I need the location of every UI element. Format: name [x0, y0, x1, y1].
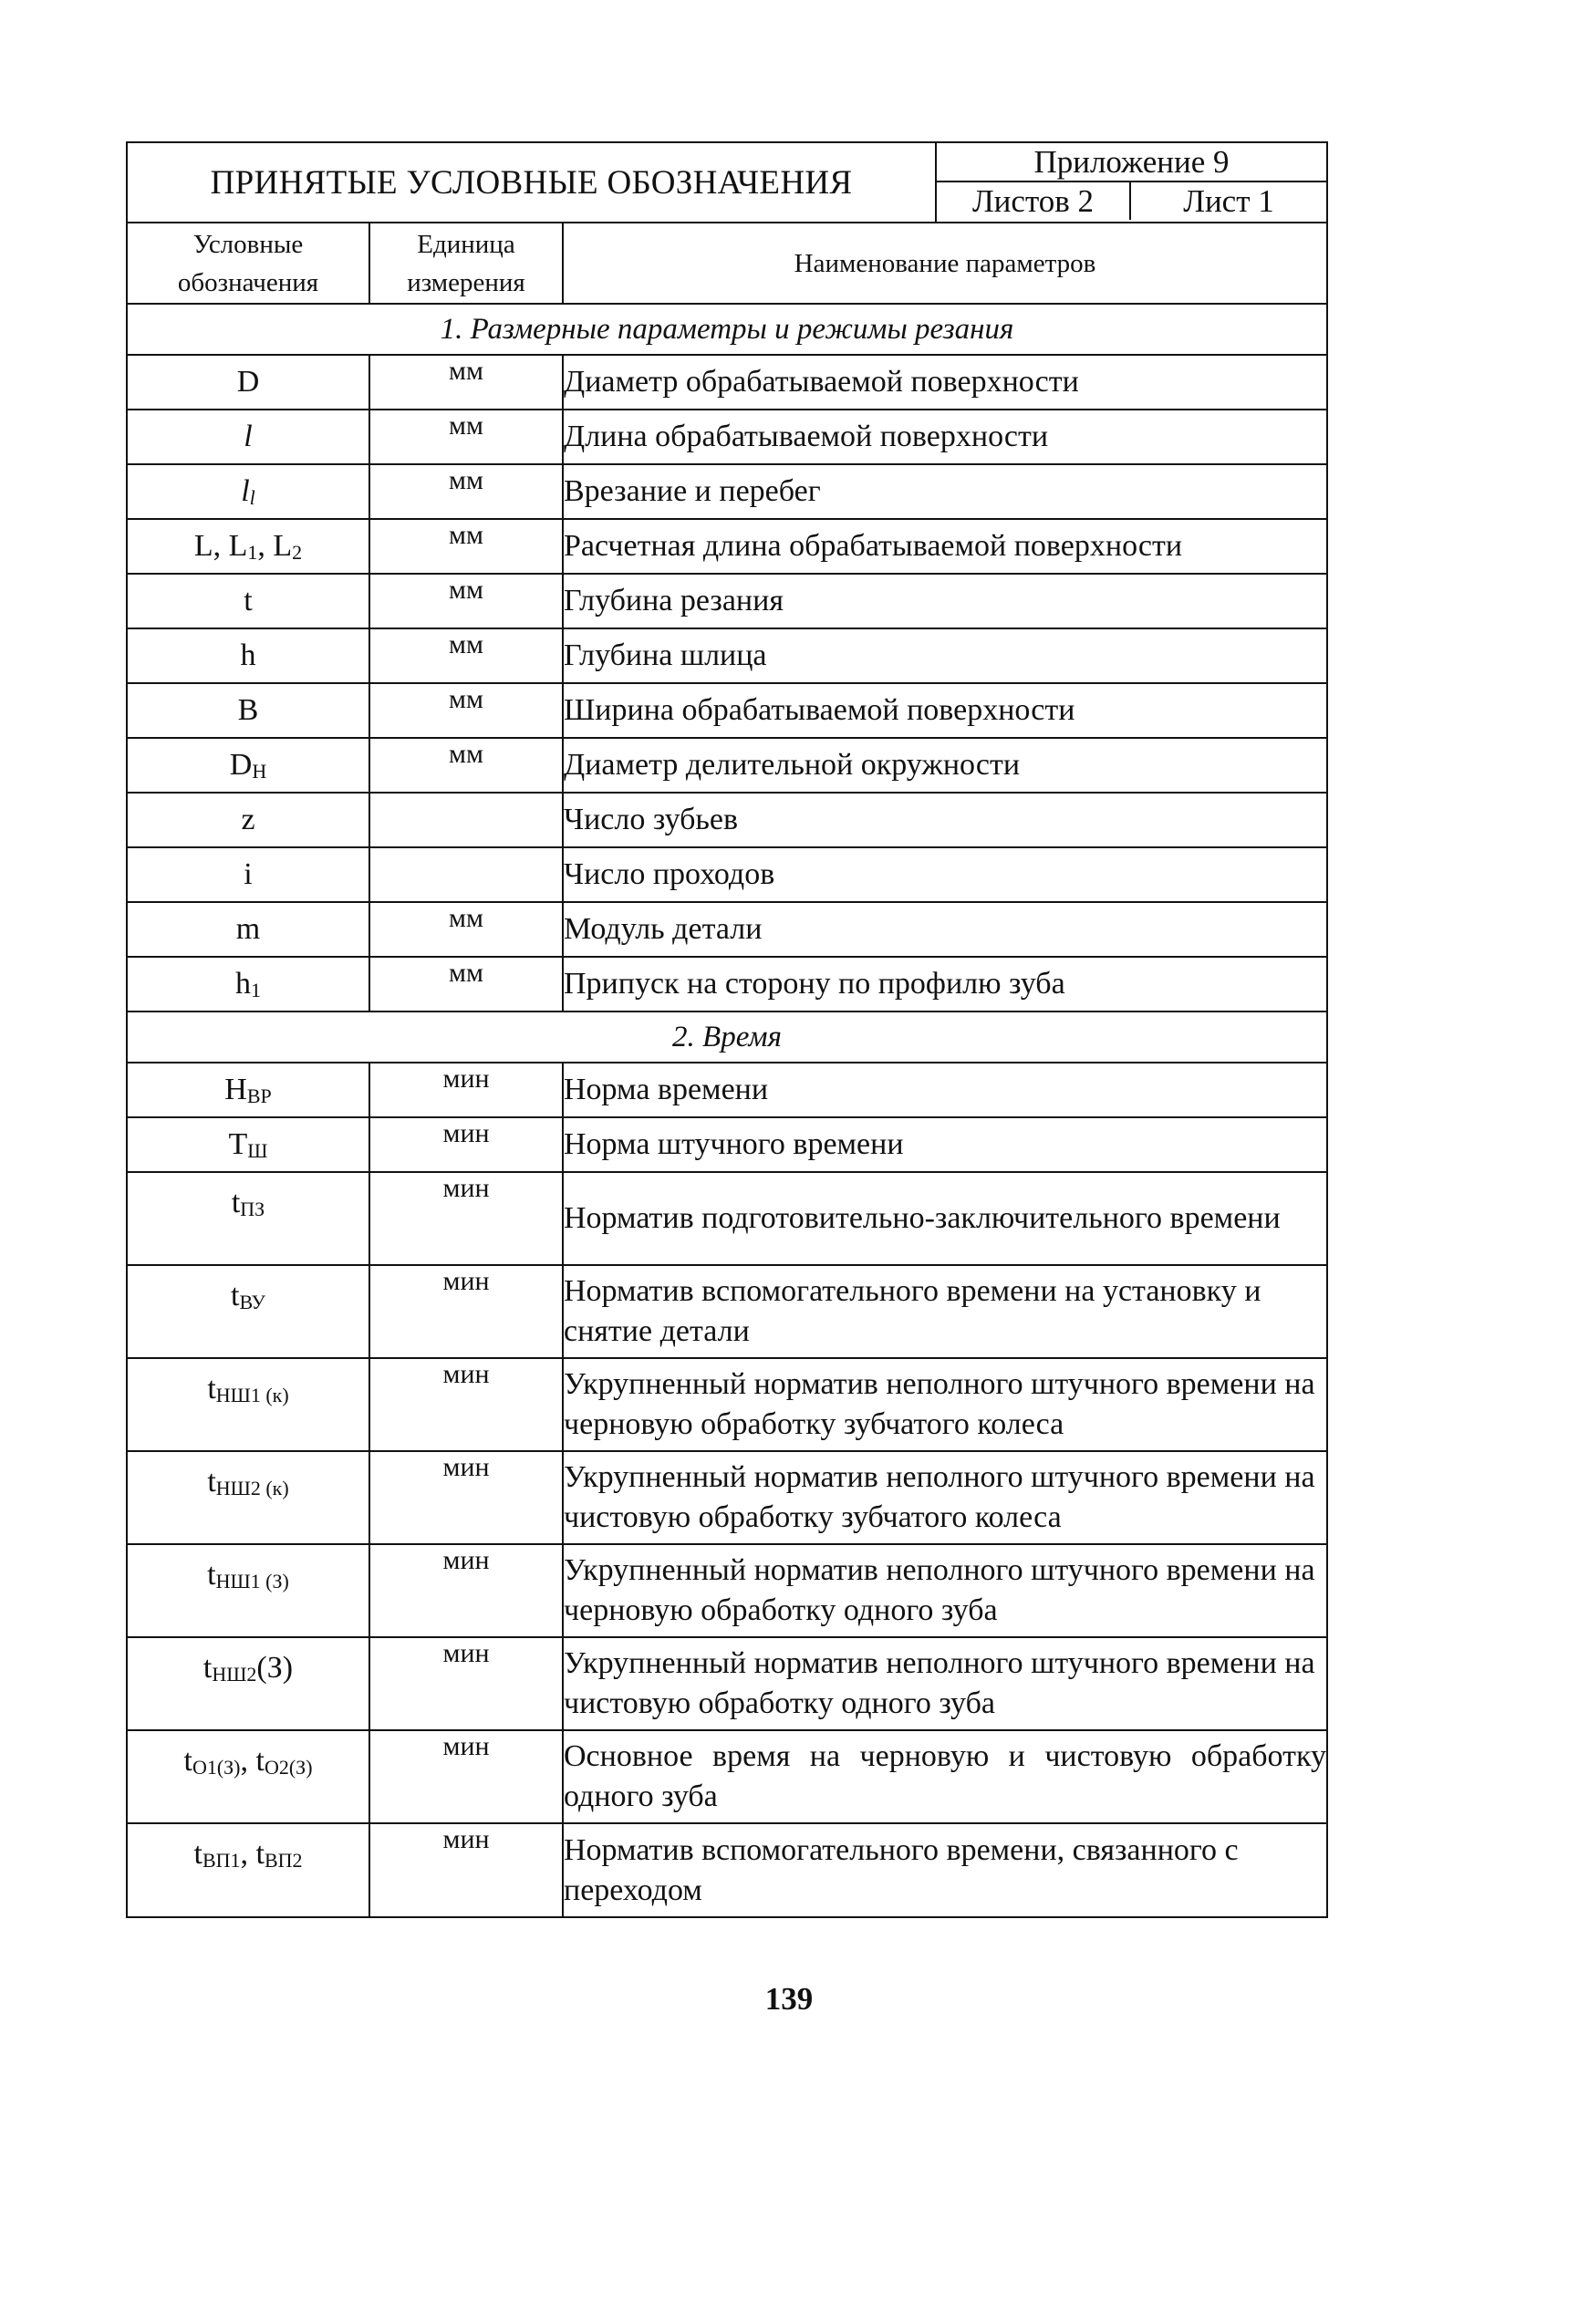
table-header	[128, 143, 1326, 223]
unit-cell: мм	[369, 738, 563, 793]
symbol-cell	[128, 957, 369, 1012]
symbol-text: t	[193, 1837, 202, 1871]
appendix-label: Приложение 9	[937, 143, 1326, 182]
symbol-subscript: НШ1 (к)	[215, 1384, 289, 1406]
section-title: 1. Размерные параметры и режимы резания	[128, 304, 1326, 355]
symbol-subscript: ВУ	[239, 1291, 265, 1313]
symbol-cell	[128, 464, 369, 519]
unit-cell: мм	[369, 464, 563, 519]
symbol-cell	[128, 519, 369, 574]
parameter-name-cell: Укрупненный норматив неполного штучного времени на черновую обработку одного зуба	[563, 1544, 1326, 1637]
section-title: 2. Время	[128, 1012, 1326, 1063]
parameter-name-cell: Глубина резания	[563, 574, 1326, 628]
symbol-subscript: ВП1	[202, 1849, 241, 1872]
symbol-text: , t	[240, 1744, 265, 1778]
table-row	[128, 574, 1326, 628]
symbol-subscript: НШ2 (к)	[215, 1477, 289, 1499]
symbol-subscript: 2	[292, 540, 303, 564]
symbol-cell	[128, 410, 369, 464]
unit-cell: мин	[369, 1265, 563, 1358]
table-row	[128, 1172, 1326, 1265]
unit-cell: мм	[369, 355, 563, 410]
symbol-text: T	[228, 1126, 248, 1161]
symbol-subscript: H	[252, 759, 267, 783]
symbol-text: D	[236, 365, 260, 399]
table-row	[128, 793, 1326, 847]
page-number: 139	[764, 1981, 814, 2017]
column-header-symbol: Условные обозначения	[128, 223, 369, 304]
symbol-text: h	[235, 966, 251, 1001]
symbol-text: t	[207, 1465, 216, 1499]
symbol-subscript: О2(З)	[264, 1756, 313, 1779]
section-header-row	[128, 1012, 1326, 1063]
unit-cell	[369, 793, 563, 847]
table-row	[128, 1117, 1326, 1172]
unit-cell: мм	[369, 519, 563, 574]
appendix-box	[935, 143, 1326, 222]
symbol-text: m	[235, 912, 261, 946]
table-row	[128, 628, 1326, 683]
symbol-text: z	[241, 803, 255, 836]
table-row	[128, 1358, 1326, 1451]
parameter-name-cell: Диаметр обрабатываемой поверхности	[563, 355, 1326, 410]
symbol-text: B	[237, 693, 259, 727]
parameter-name-cell: Укрупненный норматив неполного штучного времени на чистовую обработку зубчатого колеса	[563, 1451, 1326, 1544]
unit-cell: мин	[369, 1823, 563, 1916]
symbol-text: l	[241, 473, 250, 508]
parameter-name-cell: Число проходов	[563, 847, 1326, 902]
parameter-name-cell: Глубина шлица	[563, 628, 1326, 683]
symbol-text: t	[207, 1372, 216, 1406]
symbol-cell	[128, 1063, 369, 1117]
parameter-name-cell: Диаметр делительной окружности	[563, 738, 1326, 793]
parameter-name-cell: Основное время на черновую и чистовую обработку одного зуба	[563, 1730, 1326, 1823]
symbol-cell	[128, 355, 369, 410]
symbol-subscript: 1	[251, 978, 261, 1001]
parameter-name-cell: Модуль детали	[563, 902, 1326, 957]
parameter-name-cell: Норматив подготовительно-заключительного времени	[563, 1172, 1326, 1265]
column-header-unit: Единица измерения	[369, 223, 563, 304]
table-row	[128, 1265, 1326, 1358]
table-row	[128, 847, 1326, 902]
symbol-cell	[128, 847, 369, 902]
symbol-text: t	[244, 584, 253, 617]
parameter-name-cell: Укрупненный норматив неполного штучного времени на черновую обработку зубчатого колеса	[563, 1358, 1326, 1451]
parameter-name-cell: Ширина обрабатываемой поверхности	[563, 683, 1326, 738]
symbol-cell	[128, 1172, 369, 1265]
table-row	[128, 683, 1326, 738]
sheet-number: Лист 1	[1183, 182, 1274, 219]
parameter-name-cell: Норматив вспомогательного времени, связанного с переходом	[563, 1823, 1326, 1916]
unit-cell: мин	[369, 1730, 563, 1823]
column-header-name: Наименование параметров	[563, 223, 1326, 304]
parameter-name-cell: Число зубьев	[563, 793, 1326, 847]
unit-cell	[369, 847, 563, 902]
table-row	[128, 1544, 1326, 1637]
symbol-text: , L	[257, 528, 293, 563]
unit-cell: мин	[369, 1637, 563, 1730]
table-row	[128, 957, 1326, 1012]
table-row	[128, 1730, 1326, 1823]
symbol-text: (З)	[256, 1651, 294, 1685]
symbol-text: t	[231, 1186, 241, 1219]
symbol-cell	[128, 683, 369, 738]
table-row	[128, 519, 1326, 574]
table-row	[128, 410, 1326, 464]
unit-cell: мм	[369, 574, 563, 628]
table-row	[128, 1823, 1326, 1916]
symbol-text: H	[224, 1072, 247, 1106]
notation-table-frame	[126, 141, 1328, 1918]
parameter-name-cell: Норма времени	[563, 1063, 1326, 1117]
parameter-name-cell: Норма штучного времени	[563, 1117, 1326, 1172]
symbol-text: t	[183, 1744, 192, 1778]
symbol-text: , t	[240, 1837, 265, 1871]
symbol-subscript: НШ2	[212, 1663, 257, 1686]
symbol-cell	[128, 1637, 369, 1730]
symbol-subscript: l	[249, 485, 255, 509]
unit-cell: мм	[369, 957, 563, 1012]
symbol-cell	[128, 1265, 369, 1358]
parameter-name-cell: Расчетная длина обрабатываемой поверхности	[563, 519, 1326, 574]
table-row	[128, 1637, 1326, 1730]
symbol-cell	[128, 1117, 369, 1172]
symbol-subscript: НШ1 (З)	[215, 1570, 289, 1593]
symbol-subscript: 1	[247, 540, 258, 564]
symbol-cell	[128, 1358, 369, 1451]
table-row	[128, 464, 1326, 519]
unit-cell: мин	[369, 1358, 563, 1451]
symbol-text: D	[229, 747, 253, 782]
symbol-subscript: О1(З)	[192, 1756, 241, 1779]
symbol-subscript: ПЗ	[240, 1198, 265, 1220]
symbol-cell	[128, 628, 369, 683]
symbol-cell	[128, 1823, 369, 1916]
column-header-row	[128, 223, 1326, 304]
sheet-info	[937, 182, 1326, 220]
symbol-text: l	[244, 420, 253, 453]
unit-cell: мин	[369, 1063, 563, 1117]
symbol-cell	[128, 1451, 369, 1544]
unit-cell: мин	[369, 1544, 563, 1637]
unit-cell: мм	[369, 410, 563, 464]
unit-cell: мин	[369, 1172, 563, 1265]
unit-cell: мин	[369, 1451, 563, 1544]
symbol-text: L, L	[193, 528, 248, 563]
symbol-subscript: Ш	[247, 1138, 268, 1162]
parameter-name-cell: Врезание и перебег	[563, 464, 1326, 519]
symbol-cell	[128, 1544, 369, 1637]
parameter-name-cell: Норматив вспомогательного времени на установку и снятие детали	[563, 1265, 1326, 1358]
sheet-count: Листов 2	[937, 182, 1131, 220]
table-row	[128, 1063, 1326, 1117]
table-row	[128, 1451, 1326, 1544]
symbol-subscript: ВР	[246, 1084, 272, 1107]
symbol-cell	[128, 902, 369, 957]
unit-cell: мм	[369, 902, 563, 957]
symbol-cell	[128, 738, 369, 793]
page-title: ПРИНЯТЫЕ УСЛОВНЫЕ ОБОЗНАЧЕНИЯ	[210, 163, 853, 202]
table-row	[128, 902, 1326, 957]
unit-cell: мм	[369, 628, 563, 683]
symbol-text: h	[240, 638, 256, 672]
symbol-text: t	[202, 1651, 213, 1685]
table-row	[128, 355, 1326, 410]
symbol-text: i	[244, 857, 253, 891]
parameter-name-cell: Длина обрабатываемой поверхности	[563, 410, 1326, 464]
notation-table	[128, 223, 1326, 1916]
parameter-name-cell: Укрупненный норматив неполного штучного времени на чистовую обработку одного зуба	[563, 1637, 1326, 1730]
symbol-text: t	[207, 1558, 216, 1592]
parameter-name-cell: Припуск на сторону по профилю зуба	[563, 957, 1326, 1012]
symbol-cell	[128, 1730, 369, 1823]
section-header-row	[128, 304, 1326, 355]
table-row	[128, 738, 1326, 793]
symbol-cell	[128, 793, 369, 847]
unit-cell: мм	[369, 683, 563, 738]
unit-cell: мин	[369, 1117, 563, 1172]
symbol-subscript: ВП2	[264, 1849, 303, 1872]
symbol-text: t	[231, 1279, 240, 1312]
symbol-cell	[128, 574, 369, 628]
